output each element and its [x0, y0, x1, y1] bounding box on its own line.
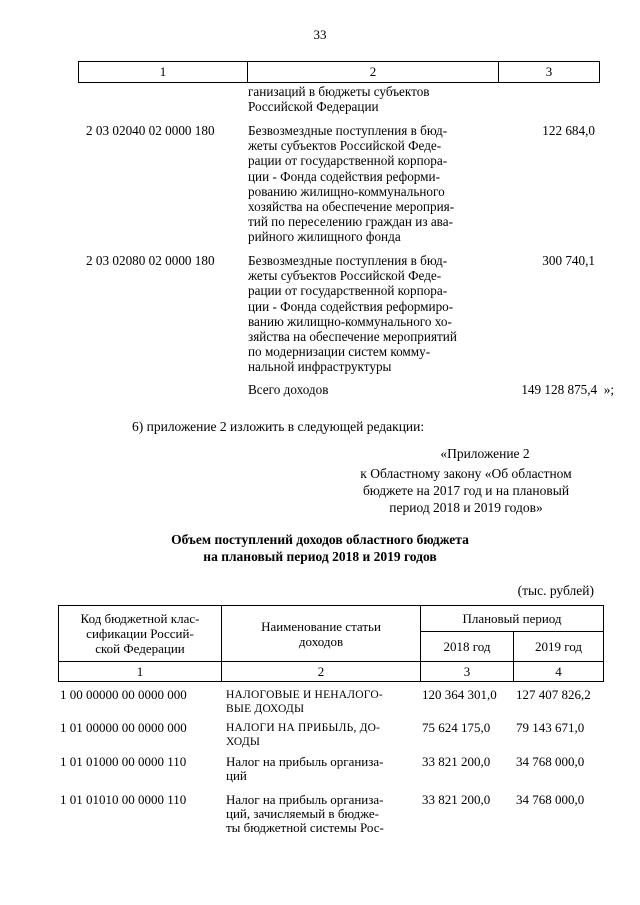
appendix-title: «Приложение 2: [440, 446, 530, 461]
table1-row-2-value: 300 740,1: [542, 253, 595, 268]
table2-row-4-code: 1 01 01010 00 0000 110: [60, 792, 187, 807]
header-2018: 2018 год: [421, 632, 514, 662]
table2-row-1-text: НАЛОГОВЫЕ И НЕНАЛОГО- ВЫЕ ДОХОДЫ: [226, 689, 383, 715]
header-code: Код бюджетной клас- сификации Россий- ской Федерации: [59, 606, 222, 662]
table2-row-2-2018: 75 624 175,0: [422, 720, 491, 735]
col-number-3: 3: [421, 662, 514, 682]
table2-row-3-2019: 34 768 000,0: [516, 754, 585, 769]
total-label: Всего доходов: [248, 382, 329, 397]
header-2019: 2019 год: [514, 632, 604, 662]
col-number-2: 2: [222, 662, 421, 682]
table2-row-3-code: 1 01 01000 00 0000 110: [60, 754, 187, 769]
table2-row-2-text: НАЛОГИ НА ПРИБЫЛЬ, ДО- ХОДЫ: [226, 722, 381, 748]
table2-row-4-2018: 33 821 200,0: [422, 792, 491, 807]
header-name: Наименование статьи доходов: [222, 606, 421, 662]
table1-row-2-code: 2 03 02080 02 0000 180: [86, 253, 215, 268]
header-period: Плановый период: [421, 606, 604, 632]
table2-row-3-text: Налог на прибыль организа- ций: [226, 754, 384, 783]
col-1-header: 1: [79, 62, 248, 83]
col-number-1: 1: [59, 662, 222, 682]
table2-row-1-2019: 127 407 826,2: [516, 687, 591, 702]
paragraph-6: 6) приложение 2 изложить в следующей редакции:: [132, 419, 425, 434]
table2-row-2-code: 1 01 00000 00 0000 000: [60, 720, 187, 735]
appendix-subtitle: к Областному закону «Об областном бюджете на 2017 год и на плановый период 2018 и 2019 годов»: [360, 466, 572, 515]
table1-row-1-text: Безвозмездные поступления в бюд- жеты субъектов Российской Феде- рации от государственной корпора- ции - Фонда содействия реформи- рованию жилищно-коммунального хозяйства на обеспечение мероприя- тий по переселению граждан из ава- рийного жилищного фонда: [248, 123, 455, 245]
unit-label: (тыс. рублей): [517, 583, 594, 598]
continuation-text: ганизаций в бюджеты субъектов Российской Федерации: [248, 84, 430, 115]
table-title: Объем поступлений доходов областного бюджета на плановый период 2018 и 2019 годов: [171, 532, 469, 564]
revenue-table-header: [58, 605, 604, 682]
col-number-4: 4: [514, 662, 604, 682]
col-2-header: 2: [248, 62, 499, 83]
table2-row-4-2019: 34 768 000,0: [516, 792, 585, 807]
table1-row-1-code: 2 03 02040 02 0000 180: [86, 123, 215, 138]
table1-row-1-value: 122 684,0: [542, 123, 595, 138]
table2-row-1-code: 1 00 00000 00 0000 000: [60, 687, 187, 702]
table2-row-4-text: Налог на прибыль организа- ций, зачисляемый в бюдже- ты бюджетной системы Рос-: [226, 792, 384, 835]
col-3-header: 3: [499, 62, 600, 83]
page-number: 33: [313, 27, 327, 42]
table2-row-1-2018: 120 364 301,0: [422, 687, 497, 702]
total-value: 149 128 875,4 »;: [521, 382, 614, 397]
table2-row-3-2018: 33 821 200,0: [422, 754, 491, 769]
table-header-continued: [78, 61, 600, 83]
table2-row-2-2019: 79 143 671,0: [516, 720, 585, 735]
table1-row-2-text: Безвозмездные поступления в бюд- жеты субъектов Российской Феде- рации от государственной корпора- ции - Фонда содействия реформиро- ванию жилищно-коммунального хо- зяйства на обеспечение мероприятий по модернизации систем комму- нальной инфраструктуры: [248, 253, 457, 375]
